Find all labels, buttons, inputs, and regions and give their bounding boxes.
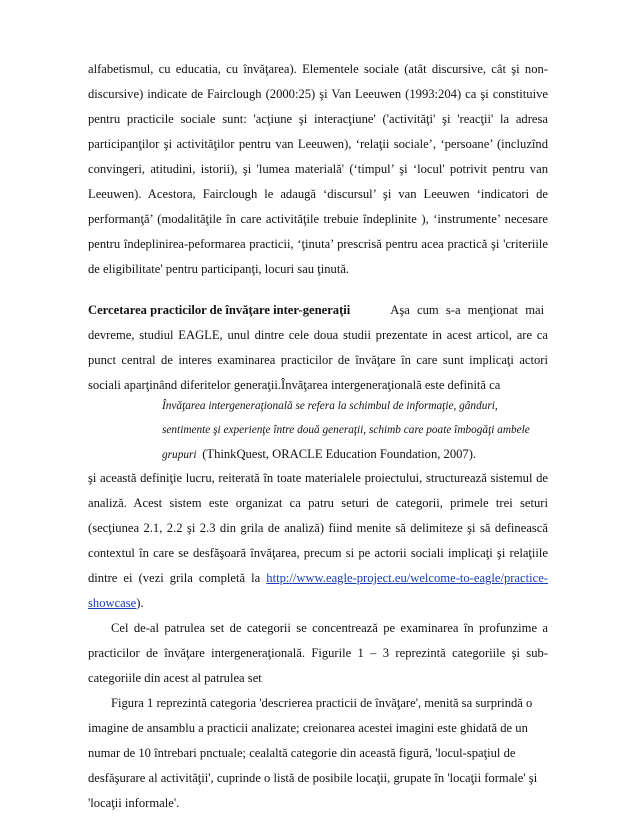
para1-line-7: performanţă’ (modalităţile în care activităţile trebuie îndeplinite ), ‘instrumente’ necesare bbox=[88, 212, 548, 226]
para1-line-2: discursive) indicate de Fairclough (2000:25) şi Van Leeuwen (1993:204) ca şi constituive bbox=[88, 87, 548, 101]
para1-line-4: participanţilor şi activităţilor pentru van Leeuwen), ‘relaţii sociale’, ‘persoane’ (incluzînd bbox=[88, 137, 548, 151]
para5-line-1: Figura 1 reprezintă categoria 'descrierea practicii de învăţare', menită sa surprindă o bbox=[111, 696, 533, 710]
quote-last-word: grupuri bbox=[162, 449, 197, 461]
quote-line-1: Învăţarea intergeneraţională se refera la schimbul de informaţie, gânduri, bbox=[162, 400, 498, 412]
para1-line-8: pentru îndeplinirea-peformarea practicii, ‘ţinuta’ prescrisă pentru acea practică şi 'criteriile bbox=[88, 237, 548, 251]
para2-line-2: devreme, studiul EAGLE, unul dintre cele doua studii prezentate in acest articol, are ca bbox=[88, 328, 548, 342]
para3-line-2: analiză. Acest sistem este organizat ca patru seturi de categorii, primele trei seturi bbox=[88, 496, 548, 510]
quote-line-2: sentimente şi experienţe între două generaţii, schimb care poate îmbogăţi ambele bbox=[162, 424, 530, 436]
para4-line-2: practicilor de învăţare intergeneraţională. Figurile 1 – 3 reprezintă categoriile şi sub- bbox=[88, 646, 548, 660]
quote-line-3 bbox=[162, 446, 548, 463]
para3-line-6 bbox=[88, 595, 548, 611]
para2-line-3: punct central de interes examinarea practicilor de învăţare în care sunt implicaţi actori bbox=[88, 353, 548, 367]
para4-line-1: Cel de-al patrulea set de categorii se concentrează pe examinarea în profunzime a bbox=[111, 621, 548, 635]
para5-line-5: 'locaţii informale'. bbox=[88, 796, 180, 810]
para5-line-2: imagine de ansamblu a practicii analizate; creionarea acestei imagini este ghidată de un bbox=[88, 721, 528, 735]
quote-citation: (ThinkQuest, ORACLE Education Foundation, 2007). bbox=[202, 447, 477, 461]
section-heading: Cercetarea practicilor de învăţare inter-generaţii bbox=[88, 303, 351, 317]
eagle-project-link[interactable]: http://www.eagle-project.eu/welcome-to-eagle/practice- bbox=[266, 571, 548, 585]
para1-line-9: de eligibilitate' pentru participanţi, locuri sau ţinută. bbox=[88, 262, 350, 276]
para5-line-3: numar de 10 întrebari pnctuale; cealaltă categorie din această figură, 'locul-spaţiul de bbox=[88, 746, 516, 760]
link-prefix: dintre ei (vezi grila completă la bbox=[88, 571, 261, 585]
para2-line-4: sociali aparţinând diferitelor generaţii.Învăţarea intergeneraţională este definită ca bbox=[88, 378, 501, 392]
para3-line-1: şi această definiţie lucru, reiterată în toate materialele proiectului, structurează sistemul de bbox=[88, 471, 548, 485]
link-suffix: ). bbox=[136, 596, 144, 610]
para5-line-4: desfăşurare al activităţii', cuprinde o listă de posibile locaţii, grupate în 'locaţii formale' şi bbox=[88, 771, 538, 785]
para3-line-5 bbox=[88, 570, 548, 586]
para2-line-1-rest: Aşa cum s-a menţionat mai bbox=[390, 303, 545, 317]
para1-line-5: convingeri, atitudini, istorii), şi 'lumea materială' (‘timpul’ şi ‘locul' potrivit pentru van bbox=[88, 162, 548, 176]
para3-line-3: (secţiunea 2.1, 2.2 şi 2.3 din grila de analiză) fiind menite să delimiteze şi să definească bbox=[88, 521, 548, 535]
eagle-project-link-continued[interactable]: showcase bbox=[88, 596, 137, 610]
para4-line-3: categoriile din acest al patrulea set bbox=[88, 671, 262, 685]
section-heading-line bbox=[88, 302, 548, 318]
para1-line-6: Leeuwen). Acestora, Fairclough le adaugă ‘discursul’ şi van Leeuwen ‘indicatori de bbox=[88, 187, 548, 201]
para1-line-3: pentru practicile sociale sunt: 'acţiune şi interacţiune' ('activităţi' şi 'reacţii' la adresa bbox=[88, 112, 548, 126]
para3-line-4: contextul în care se desfăşoară învăţarea, precum si pe actorii sociali implicaţi şi relaţiile bbox=[88, 546, 548, 560]
para1-line-1: alfabetismul, cu educatia, cu învăţarea). Elementele sociale (atât discursive, cât şi non- bbox=[88, 62, 548, 76]
